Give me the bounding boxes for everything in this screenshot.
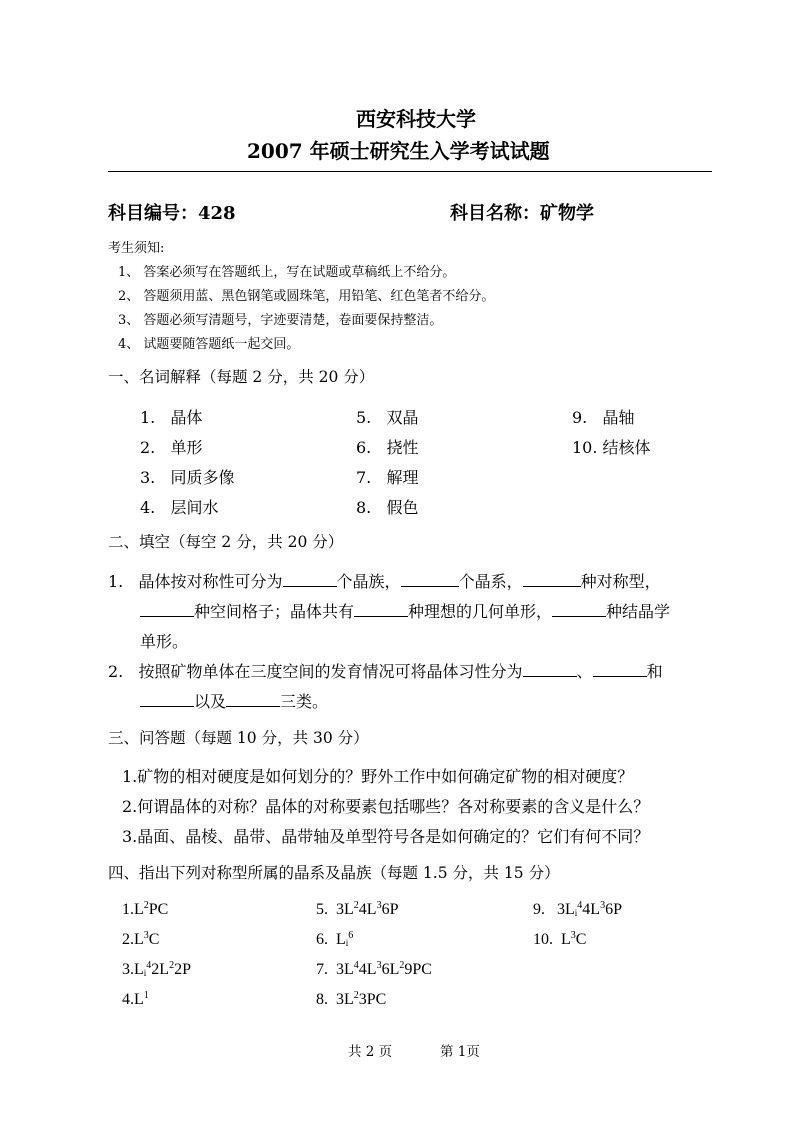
- answer-blank[interactable]: [552, 600, 606, 617]
- term-item: 9. 晶轴: [572, 408, 635, 427]
- notice-item: 3、 答题必须写清题号，字迹要清楚，卷面要保持整洁。: [118, 313, 443, 328]
- answer-blank[interactable]: [283, 570, 337, 587]
- symmetry-item: $1.L^2PC$: [122, 900, 169, 918]
- section3-title: 三、问答题（每题 10 分，共 30 分）: [108, 729, 369, 747]
- symmetry-item: 10. $L^3C$: [533, 930, 587, 948]
- section1-title: 一、名词解释（每题 2 分，共 20 分）: [108, 368, 375, 386]
- fill-question-1-line2: 种空间格子；晶体共有 种理想的几何单形， 种结晶学: [140, 599, 670, 622]
- answer-blank[interactable]: [140, 690, 194, 707]
- symmetry-item: $4.L^1$: [122, 990, 149, 1008]
- section2-title: 二、填空（每空 2 分，共 20 分）: [108, 533, 344, 551]
- symmetry-item: 8. $3L^23PC$: [316, 990, 387, 1008]
- page-number: 第 1页: [440, 1044, 480, 1060]
- section4-title: 四、指出下列对称型所属的晶系及晶族（每题 1.5 分，共 15 分）: [108, 864, 560, 882]
- answer-blank[interactable]: [140, 600, 194, 617]
- answer-blank[interactable]: [593, 660, 647, 677]
- term-item: 8. 假色: [356, 498, 419, 517]
- term-item: 5. 双晶: [356, 408, 419, 427]
- exam-title: 2007 年硕士研究生入学考试试题: [247, 139, 550, 163]
- term-item: 2. 单形: [140, 438, 203, 457]
- fill-question-1-line3: 单形。: [140, 632, 189, 651]
- symmetry-item: 5. $3L^24L^36P$: [316, 900, 399, 918]
- fill-question-1: 1. 晶体按对称性可分为 个晶族， 个晶系， 种对称型，: [108, 572, 661, 591]
- term-item: 4. 层间水: [140, 498, 219, 517]
- symmetry-item: 7. $3L^44L^36L^29PC$: [316, 960, 432, 978]
- answer-blank[interactable]: [523, 660, 577, 677]
- term-item: 6. 挠性: [356, 438, 419, 457]
- page-total: 共 2 页: [348, 1044, 393, 1060]
- symmetry-item: $2.L^3C$: [122, 930, 160, 948]
- essay-question: 2.何谓晶体的对称？晶体的对称要素包括哪些？各对称要素的含义是什么？: [122, 797, 650, 816]
- notice-item: 4、 试题要随答题纸一起交回。: [118, 337, 300, 352]
- fill-question-2: 2. 按照矿物单体在三度空间的发育情况可将晶体习性分为 、 和: [108, 662, 663, 681]
- subject-code: 科目编号：428: [108, 203, 236, 224]
- term-item: 10. 结核体: [572, 438, 651, 457]
- symmetry-item: $3.L_i^42L^22P$: [122, 960, 191, 978]
- notice-item: 2、 答题须用蓝、黑色钢笔或圆珠笔，用铅笔、红色笔者不给分。: [118, 289, 495, 304]
- university-name: 西安科技大学: [356, 107, 476, 131]
- symmetry-item: 9. $3L_i^44L^36P$: [533, 900, 622, 918]
- answer-blank[interactable]: [226, 690, 280, 707]
- term-item: 3. 同质多像: [140, 468, 235, 487]
- answer-blank[interactable]: [401, 570, 459, 587]
- subject-name: 科目名称：矿物学: [450, 203, 594, 224]
- symmetry-item: 6. $L_i^6$: [316, 930, 354, 948]
- term-item: 1. 晶体: [140, 408, 203, 427]
- essay-question: 3.晶面、晶棱、晶带、晶带轴及单型符号各是如何确定的？它们有何不同？: [122, 827, 650, 846]
- answer-blank[interactable]: [354, 600, 408, 617]
- notice-heading: 考生须知:: [108, 241, 165, 256]
- answer-blank[interactable]: [523, 570, 581, 587]
- term-item: 7. 解理: [356, 468, 419, 487]
- essay-question: 1.矿物的相对硬度是如何划分的？野外工作中如何确定矿物的相对硬度？: [122, 767, 634, 786]
- notice-item: 1、 答案必须写在答题纸上，写在试题或草稿纸上不给分。: [118, 265, 456, 280]
- header-divider: [108, 171, 712, 172]
- fill-question-2-line2: 以及 三类。: [140, 689, 328, 712]
